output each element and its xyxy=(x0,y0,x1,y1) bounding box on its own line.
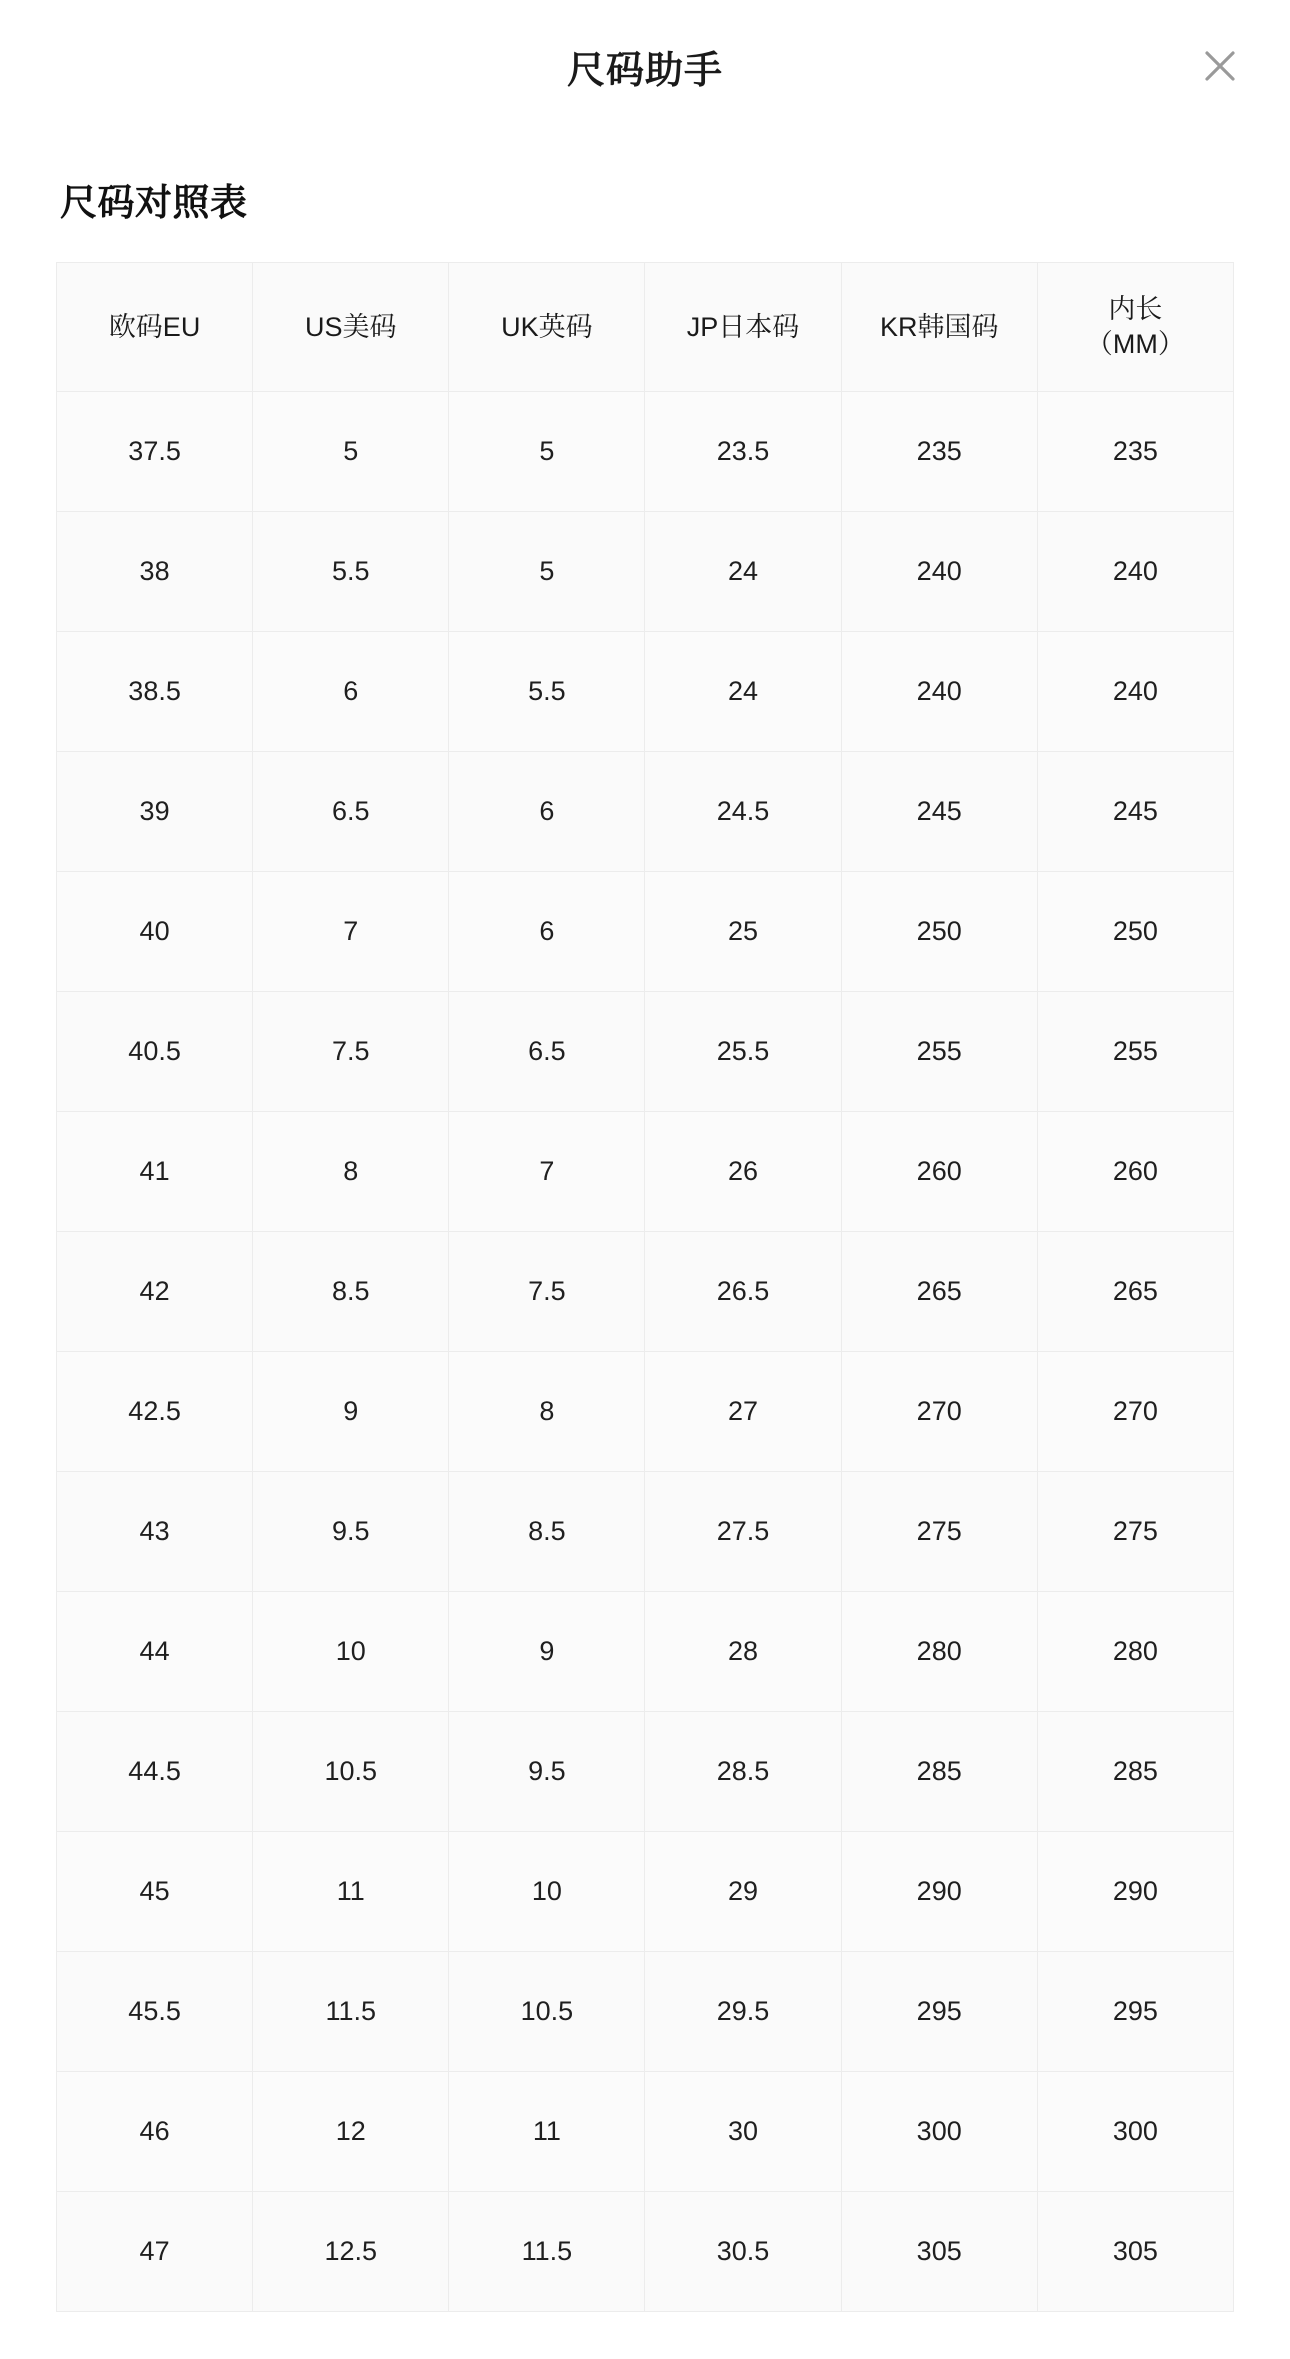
table-row xyxy=(57,632,1234,752)
table-cell: 9 xyxy=(253,1352,449,1472)
table-cell: 235 xyxy=(1037,392,1233,512)
table-cell: 270 xyxy=(841,1352,1037,1472)
table-cell: 39 xyxy=(57,752,253,872)
table-cell: 38.5 xyxy=(57,632,253,752)
table-cell: 30 xyxy=(645,2072,841,2192)
table-body xyxy=(57,392,1234,2312)
table-cell: 11 xyxy=(253,1832,449,1952)
table-cell: 290 xyxy=(1037,1832,1233,1952)
table-cell: 9.5 xyxy=(449,1712,645,1832)
table-cell: 23.5 xyxy=(645,392,841,512)
table-cell: 6 xyxy=(449,752,645,872)
table-cell: 28.5 xyxy=(645,1712,841,1832)
table-cell: 235 xyxy=(841,392,1037,512)
table-cell: 45.5 xyxy=(57,1952,253,2072)
table-row xyxy=(57,1592,1234,1712)
column-header-us-label: US美码 xyxy=(304,311,397,342)
table-row xyxy=(57,392,1234,512)
close-button[interactable] xyxy=(1192,38,1248,94)
table-cell: 5.5 xyxy=(449,632,645,752)
table-cell: 10 xyxy=(449,1832,645,1952)
table-cell: 7.5 xyxy=(253,992,449,1112)
table-cell: 280 xyxy=(1037,1592,1233,1712)
table-cell: 42.5 xyxy=(57,1352,253,1472)
table-cell: 5 xyxy=(449,512,645,632)
table-cell: 295 xyxy=(841,1952,1037,2072)
table-cell: 295 xyxy=(1037,1952,1233,2072)
table-row xyxy=(57,1952,1234,2072)
table-cell: 42 xyxy=(57,1232,253,1352)
table-cell: 250 xyxy=(841,872,1037,992)
table-row xyxy=(57,1112,1234,1232)
table-row xyxy=(57,1832,1234,1952)
close-icon xyxy=(1200,46,1240,86)
modal-content xyxy=(0,172,1290,2312)
table-cell: 265 xyxy=(1037,1232,1233,1352)
table-cell: 9.5 xyxy=(253,1472,449,1592)
column-header-uk xyxy=(449,263,645,392)
table-cell: 5 xyxy=(449,392,645,512)
table-cell: 27.5 xyxy=(645,1472,841,1592)
column-header-jp xyxy=(645,263,841,392)
table-cell: 29 xyxy=(645,1832,841,1952)
table-cell: 30.5 xyxy=(645,2192,841,2312)
table-cell: 40 xyxy=(57,872,253,992)
table-row xyxy=(57,2192,1234,2312)
table-cell: 26.5 xyxy=(645,1232,841,1352)
table-cell: 6 xyxy=(253,632,449,752)
table-cell: 10.5 xyxy=(449,1952,645,2072)
table-cell: 240 xyxy=(1037,632,1233,752)
table-cell: 8 xyxy=(253,1112,449,1232)
table-row xyxy=(57,1472,1234,1592)
table-cell: 43 xyxy=(57,1472,253,1592)
table-cell: 255 xyxy=(841,992,1037,1112)
table-cell: 245 xyxy=(1037,752,1233,872)
column-header-kr xyxy=(841,263,1037,392)
table-cell: 44.5 xyxy=(57,1712,253,1832)
table-cell: 7 xyxy=(253,872,449,992)
table-cell: 300 xyxy=(1037,2072,1233,2192)
table-cell: 285 xyxy=(841,1712,1037,1832)
column-header-kr-label: KR韩国码 xyxy=(879,311,999,342)
table-cell: 40.5 xyxy=(57,992,253,1112)
table-row xyxy=(57,992,1234,1112)
table-cell: 265 xyxy=(841,1232,1037,1352)
table-cell: 270 xyxy=(1037,1352,1233,1472)
column-header-insole-length xyxy=(1037,263,1233,392)
table-cell: 6.5 xyxy=(253,752,449,872)
table-cell: 8.5 xyxy=(449,1472,645,1592)
table-cell: 47 xyxy=(57,2192,253,2312)
table-cell: 250 xyxy=(1037,872,1233,992)
table-cell: 11.5 xyxy=(253,1952,449,2072)
table-cell: 7 xyxy=(449,1112,645,1232)
table-cell: 26 xyxy=(645,1112,841,1232)
table-cell: 44 xyxy=(57,1592,253,1712)
table-row xyxy=(57,1712,1234,1832)
table-cell: 275 xyxy=(1037,1472,1233,1592)
modal-header xyxy=(0,0,1290,132)
table-cell: 45 xyxy=(57,1832,253,1952)
table-cell: 240 xyxy=(841,512,1037,632)
table-cell: 260 xyxy=(1037,1112,1233,1232)
table-cell: 9 xyxy=(449,1592,645,1712)
table-cell: 6 xyxy=(449,872,645,992)
table-cell: 29.5 xyxy=(645,1952,841,2072)
table-cell: 41 xyxy=(57,1112,253,1232)
column-header-us xyxy=(253,263,449,392)
table-cell: 25.5 xyxy=(645,992,841,1112)
table-cell: 11.5 xyxy=(449,2192,645,2312)
table-cell: 240 xyxy=(841,632,1037,752)
table-cell: 305 xyxy=(841,2192,1037,2312)
table-cell: 285 xyxy=(1037,1712,1233,1832)
column-header-eu xyxy=(57,263,253,392)
table-cell: 25 xyxy=(645,872,841,992)
table-cell: 8 xyxy=(449,1352,645,1472)
column-header-insole-length-unit: （MM） xyxy=(1085,329,1185,359)
size-conversion-table xyxy=(56,262,1234,2312)
table-cell: 255 xyxy=(1037,992,1233,1112)
table-cell: 245 xyxy=(841,752,1037,872)
table-cell: 5.5 xyxy=(253,512,449,632)
table-cell: 260 xyxy=(841,1112,1037,1232)
table-cell: 12.5 xyxy=(253,2192,449,2312)
page-title: 尺码助手 xyxy=(566,49,723,92)
table-cell: 11 xyxy=(449,2072,645,2192)
table-cell: 5 xyxy=(253,392,449,512)
table-cell: 27 xyxy=(645,1352,841,1472)
column-header-eu-label: 欧码EU xyxy=(108,311,201,342)
table-cell: 300 xyxy=(841,2072,1037,2192)
table-header-row xyxy=(57,263,1234,392)
table-cell: 7.5 xyxy=(449,1232,645,1352)
table-header xyxy=(57,263,1234,392)
table-row xyxy=(57,512,1234,632)
section-title: 尺码对照表 xyxy=(60,182,248,223)
column-header-uk-label: UK英码 xyxy=(501,311,593,342)
table-cell: 240 xyxy=(1037,512,1233,632)
table-cell: 275 xyxy=(841,1472,1037,1592)
column-header-insole-length-label: 内长 xyxy=(1108,294,1163,325)
table-row xyxy=(57,1232,1234,1352)
table-row xyxy=(57,752,1234,872)
table-cell: 10 xyxy=(253,1592,449,1712)
table-row xyxy=(57,872,1234,992)
table-cell: 24 xyxy=(645,632,841,752)
column-header-jp-label: JP日本码 xyxy=(686,311,800,342)
table-cell: 8.5 xyxy=(253,1232,449,1352)
table-row xyxy=(57,2072,1234,2192)
table-cell: 24.5 xyxy=(645,752,841,872)
table-cell: 38 xyxy=(57,512,253,632)
table-cell: 280 xyxy=(841,1592,1037,1712)
table-cell: 10.5 xyxy=(253,1712,449,1832)
table-cell: 46 xyxy=(57,2072,253,2192)
table-cell: 37.5 xyxy=(57,392,253,512)
table-row xyxy=(57,1352,1234,1472)
table-cell: 28 xyxy=(645,1592,841,1712)
table-cell: 290 xyxy=(841,1832,1037,1952)
table-cell: 6.5 xyxy=(449,992,645,1112)
table-cell: 12 xyxy=(253,2072,449,2192)
table-cell: 305 xyxy=(1037,2192,1233,2312)
table-cell: 24 xyxy=(645,512,841,632)
